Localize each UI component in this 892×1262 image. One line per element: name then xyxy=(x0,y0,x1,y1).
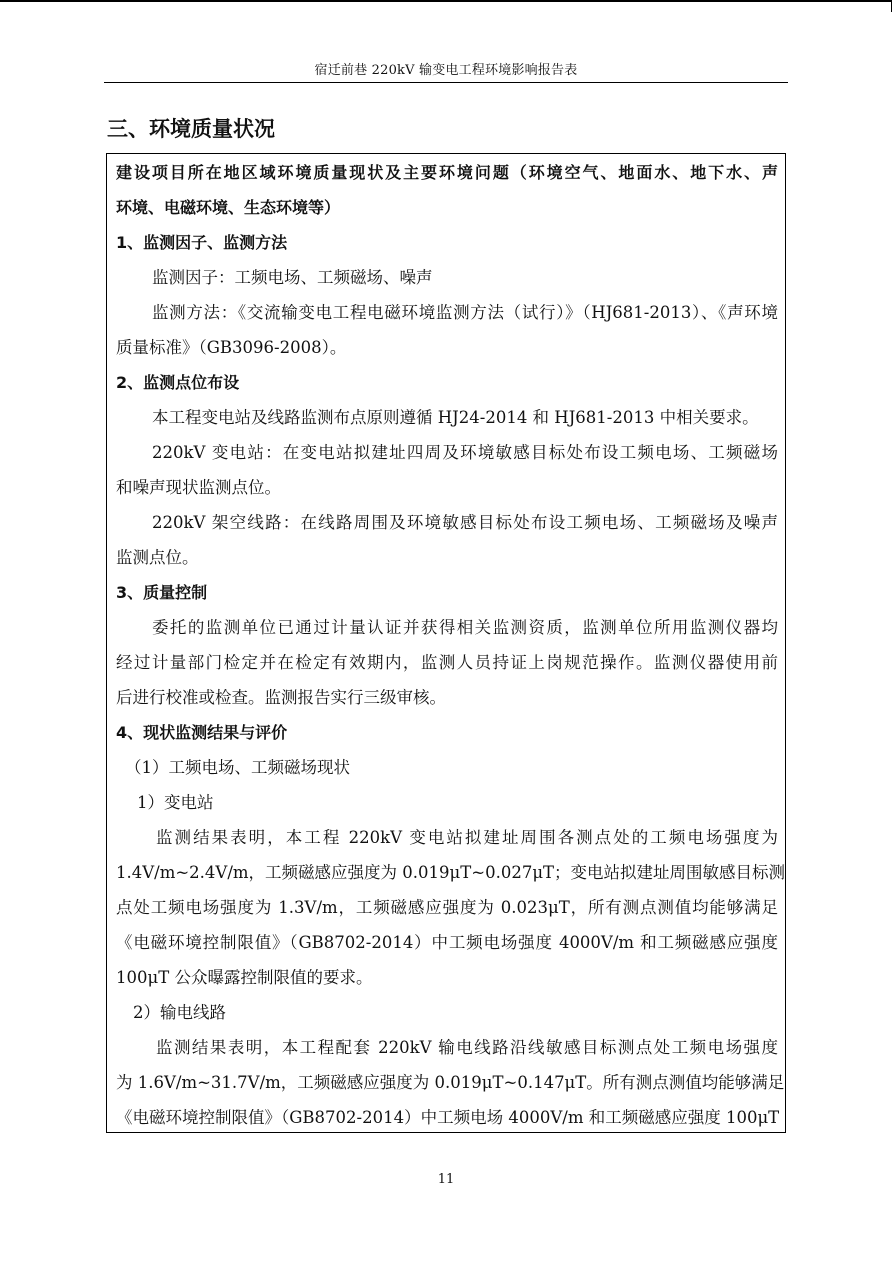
subheading-monitoring-factors: 1、监测因子、监测方法 xyxy=(116,233,288,252)
paragraph-line: 后进行校准或检查。监测报告实行三级审核。 xyxy=(116,688,446,707)
paragraph-line: 质量标准》（GB3096-2008）。 xyxy=(116,338,347,357)
paragraph-line: 监测方法：《交流输变电工程电磁环境监测方法（试行）》（HJ681-2013）、《声环境 xyxy=(152,303,778,322)
paragraph-line: 监测结果表明，本工程配套 220kV 输电线路沿线敏感目标测点处工频电场强度 xyxy=(156,1038,778,1057)
paragraph-line: 为 1.6V/m~31.7V/m，工频磁感应强度为 0.019μT~0.147μT。所有测点测值均能够满足 xyxy=(116,1073,785,1092)
paragraph-line: 监测因子：工频电场、工频磁场、噪声 xyxy=(152,268,433,287)
paragraph-line: 点处工频电场强度为 1.3V/m，工频磁感应强度为 0.023μT，所有测点测值均能够满足 xyxy=(116,898,778,917)
paragraph-line: 监测结果表明，本工程 220kV 变电站拟建址周围各测点处的工频电场强度为 xyxy=(156,828,778,847)
paragraph-line: 监测点位。 xyxy=(116,548,199,567)
content-box xyxy=(106,153,786,1133)
paragraph-line: 委托的监测单位已通过计量认证并获得相关监测资质，监测单位所用监测仪器均 xyxy=(152,618,778,637)
paragraph-line: 220kV 变电站：在变电站拟建址四周及环境敏感目标处布设工频电场、工频磁场 xyxy=(152,443,778,462)
paragraph-line: 《电磁环境控制限值》（GB8702-2014）中工频电场 4000V/m 和工频磁感应强度 100μT xyxy=(116,1108,780,1127)
list-heading-line: 2）输电线路 xyxy=(133,1003,226,1022)
subheading-monitoring-points: 2、监测点位布设 xyxy=(116,373,240,392)
box-heading-line-1: 建设项目所在地区域环境质量现状及主要环境问题（环境空气、地面水、地下水、声 xyxy=(116,163,778,182)
page-number: 11 xyxy=(437,1172,455,1187)
section-title: 三、环境质量状况 xyxy=(107,117,275,141)
list-heading-line: 1）变电站 xyxy=(137,793,214,812)
running-header: 宿迁前巷 220kV 输变电工程环境影响报告表 xyxy=(314,63,578,78)
subheading-quality-control: 3、质量控制 xyxy=(116,583,208,602)
header-rule xyxy=(104,82,788,83)
list-heading-line: （1）工频电场、工频磁场现状 xyxy=(125,758,350,777)
paragraph-line: 1.4V/m~2.4V/m，工频磁感应强度为 0.019μT~0.027μT；变电站拟建址周围敏感目标测 xyxy=(116,863,786,882)
box-heading-line-2: 环境、电磁环境、生态环境等） xyxy=(116,198,341,217)
paragraph-line: 和噪声现状监测点位。 xyxy=(116,478,281,497)
paragraph-line: 100μT 公众曝露控制限值的要求。 xyxy=(116,968,373,987)
paragraph-line: 本工程变电站及线路监测布点原则遵循 HJ24-2014 和 HJ681-2013 中相关要求。 xyxy=(152,408,759,427)
paragraph-line: 《电磁环境控制限值》（GB8702-2014）中工频电场强度 4000V/m 和工频磁感应强度 xyxy=(116,933,778,952)
paragraph-line: 经过计量部门检定并在检定有效期内，监测人员持证上岗规范操作。监测仪器使用前 xyxy=(116,653,778,672)
paragraph-line: 220kV 架空线路：在线路周围及环境敏感目标处布设工频电场、工频磁场及噪声 xyxy=(152,513,778,532)
subheading-monitoring-results: 4、现状监测结果与评价 xyxy=(116,723,288,742)
page-top-border xyxy=(0,0,891,2)
